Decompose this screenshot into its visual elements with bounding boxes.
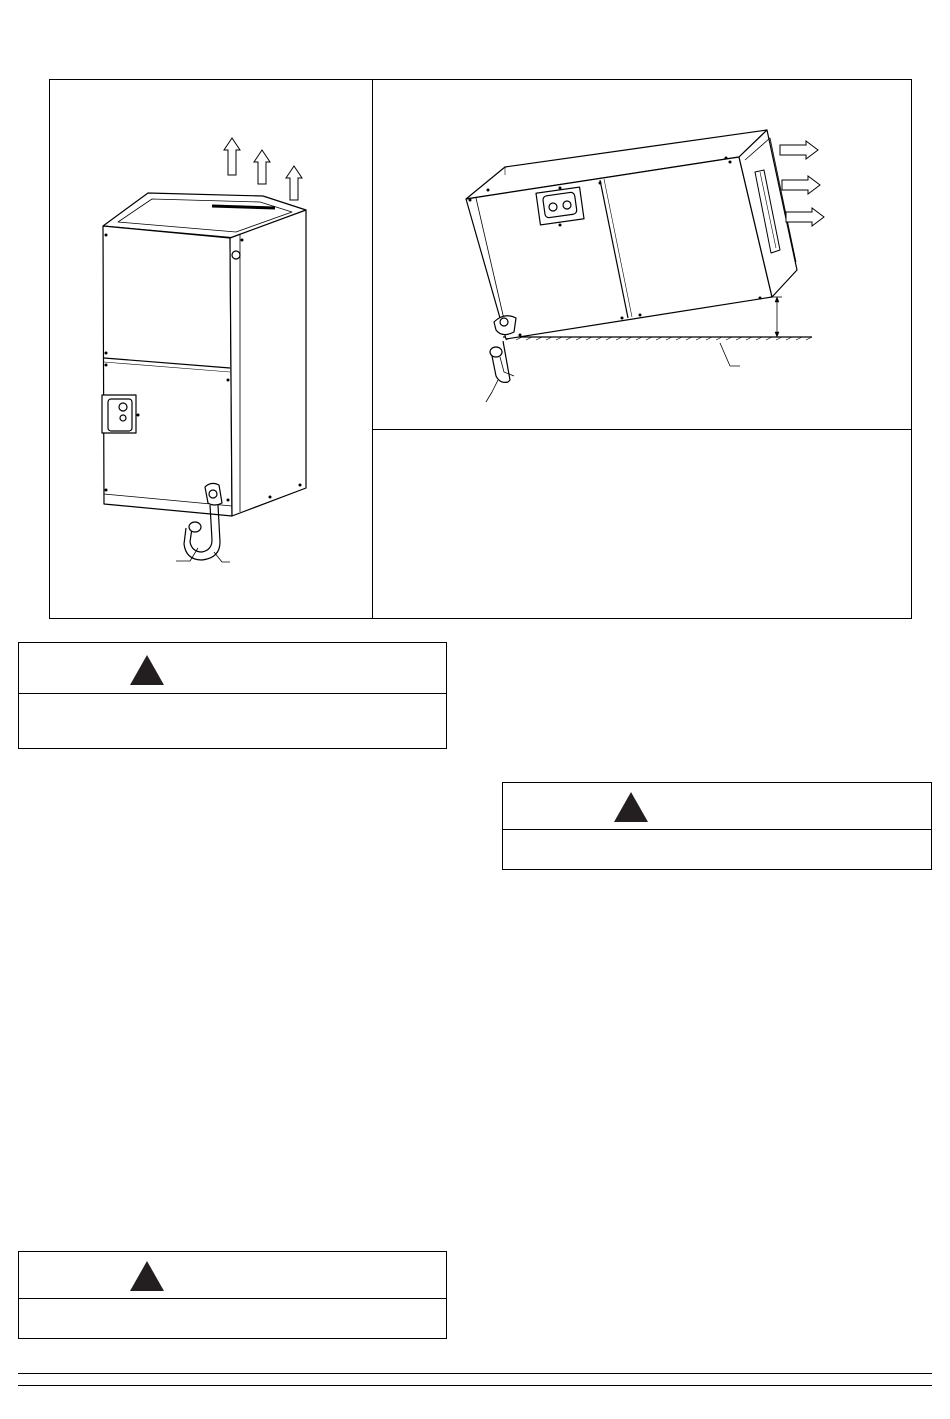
warning-box-3 <box>18 1251 447 1339</box>
warning-triangle-icon <box>614 792 648 822</box>
footer-rule-top <box>18 1373 932 1374</box>
warning-header <box>19 643 446 694</box>
warning-triangle-icon <box>130 1261 164 1291</box>
airflow-arrow-icon <box>780 141 824 226</box>
warning-box-1 <box>18 642 447 749</box>
warning-header <box>503 783 931 830</box>
warning-triangle-icon <box>130 655 164 685</box>
warning-header <box>19 1252 446 1299</box>
footer-rule-bottom <box>18 1385 932 1386</box>
warning-box-2 <box>502 782 932 870</box>
figure-caption-panel <box>380 440 900 610</box>
